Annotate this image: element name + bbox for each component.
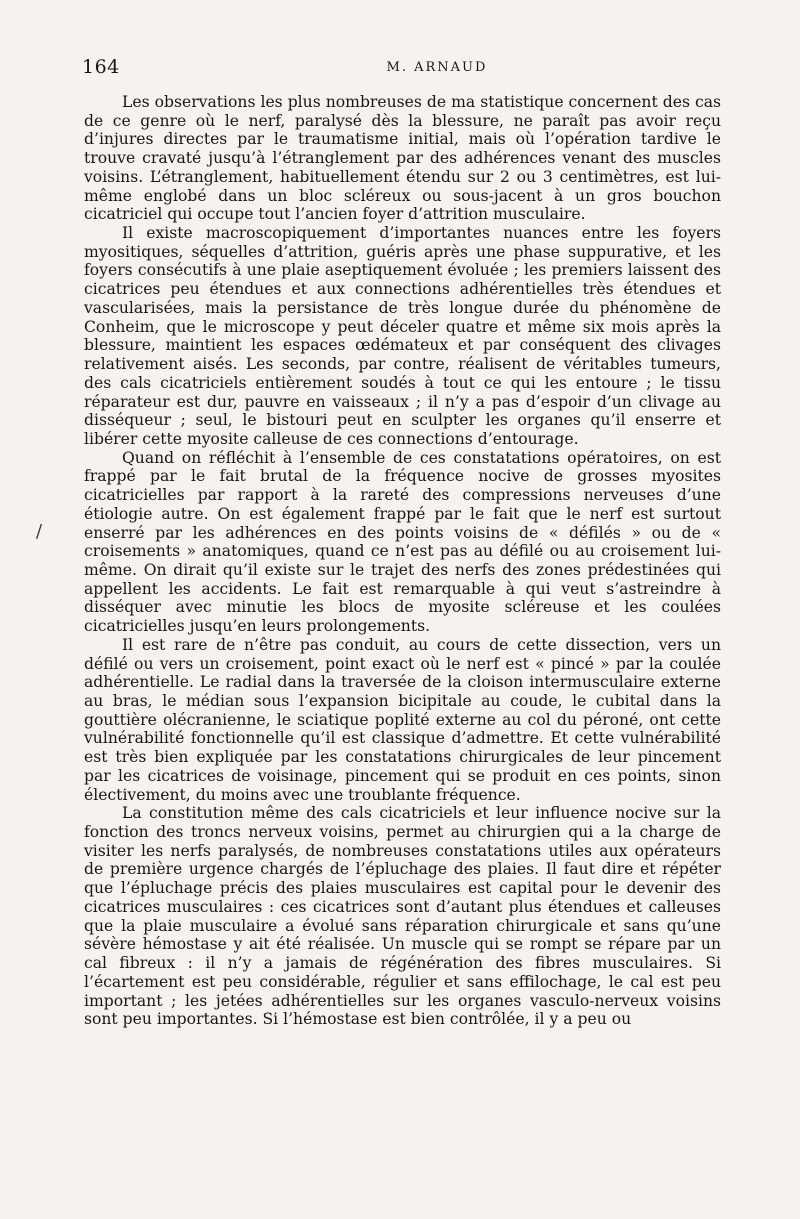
running-head: M. ARNAUD: [386, 60, 488, 75]
body-text: [84, 93, 721, 1029]
paragraph-1: Les observations les plus nombreuses de ma statistique concernent des cas de ce genre où le nerf, paralysé dès la blessure, ne paraît pas avoir reçu d’injures directes par le traumatisme initial, mais où l’opération tardive le trouve cravaté jusqu’à l’étranglement par des adhérences venant des muscles voisins. L’étranglement, habituellement étendu sur 2 ou 3 centimètres, est lui-même englobé dans un bloc scléreux ou sous-jacent à un gros bouchon cicatriciel qui occupe tout l’ancien foyer d’attrition musculaire.: [84, 93, 721, 224]
paragraph-3: Quand on réfléchit à l’ensemble de ces constatations opératoires, on est frappé par le fait brutal de la fréquence nocive de grosses myosites cicatricielles par rapport à la rareté des compressions nerveuses d’une étiologie autre. On est également frappé par le fait que le nerf est surtout enserré par les adhérences en des points voisins de « défilés » ou de « croisements » anatomiques, quand ce n’est pas au défilé ou au croisement lui-même. On dirait qu’il existe sur le trajet des nerfs des zones prédestinées qui appellent les accidents. Le fait est remarquable à qui veut s’astreindre à disséquer avec minutie les blocs de myosite scléreuse et les coulées cicatricielles jusqu’en leurs prolongements.: [84, 448, 721, 636]
page-header: [82, 56, 722, 80]
paragraph-5: La constitution même des cals cicatriciels et leur influence nocive sur la fonction des troncs nerveux voisins, permet au chirurgien qui a la charge de visiter les nerfs paralysés, de nombreuses constatations utiles aux opérateurs de première urgence chargés de l’épluchage des plaies. Il faut dire et répéter que l’épluchage précis des plaies musculaires est capital pour le devenir des cicatrices musculaires : ces cicatrices sont d’autant plus étendues et calleuses que la plaie musculaire a évolué sans réparation chirurgicale et sans qu’une sévère hémostase y ait été réalisée. Un muscle qui se rompt se répare par un cal fibreux : il n’y a jamais de régénération des fibres musculaires. Si l’écartement est peu considérable, régulier et sans effilochage, le cal est peu important ; les jetées adhérentielles sur les organes vasculo-nerveux voisins sont peu importantes. Si l’hémostase est bien contrôlée, il y a peu ou: [84, 804, 721, 1029]
page-number: 164: [82, 56, 120, 78]
paragraph-4: Il est rare de n’être pas conduit, au cours de cette dissection, vers un défilé ou vers un croisement, point exact où le nerf est « pincé » par la coulée adhérentielle. Le radial dans la traversée de la cloison intermusculaire externe au bras, le médian sous l’expansion bicipitale au coude, le cubital dans la gouttière olécranienne, le sciatique poplité externe au col du péroné, ont cette vulnérabilité fonctionnelle qu’il est classique d’admettre. Et cette vulnérabilité est très bien expliquée par les constatations chirurgicales de leur pincement par les cicatrices de voisinage, pincement qui se produit en ces points, sinon électivement, du moins avec une troublante fréquence.: [84, 635, 721, 804]
margin-mark: /: [36, 521, 43, 542]
paragraph-2: Il existe macroscopiquement d’importantes nuances entre les foyers myositiques, séquelles d’attrition, guéris après une phase suppurative, et les foyers consécutifs à une plaie aseptiquement évoluée ; les premiers laissent des cicatrices peu étendues et aux connections adhérentielles très étendues et vascularisées, mais la persistance de très longue durée du phénomène de Conheim, que le microscope y peut déceler quatre et même six mois après la blessure, maintient les espaces œdémateux et par conséquent des clivages relativement aisés. Les seconds, par contre, réalisent de véritables tumeurs, des cals cicatriciels entièrement soudés à tout ce qui les entoure ; le tissu réparateur est dur, pauvre en vaisseaux ; il n’y a pas d’espoir d’un clivage au disséqueur ; seul, le bistouri peut en sculpter les organes qu’il enserre et libérer cette myosite calleuse de ces connections d’entourage.: [84, 224, 721, 448]
